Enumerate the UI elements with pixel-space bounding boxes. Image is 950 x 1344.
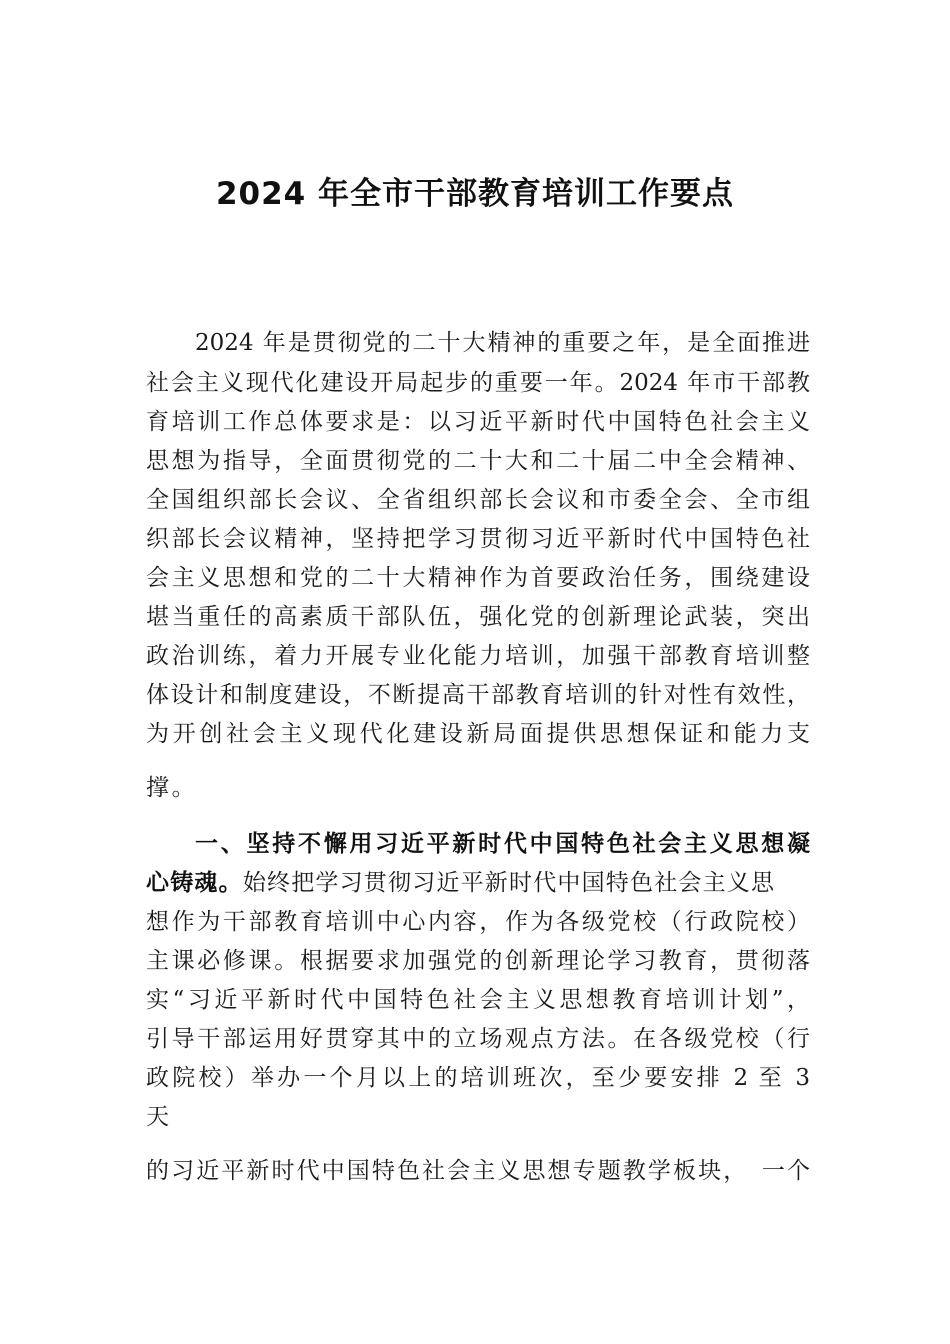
section-heading-bold-tail: 心铸魂。: [146, 870, 243, 896]
paragraph-line: 的习近平新时代中国特色社会主义思想专题教学板块， 一个: [146, 1158, 810, 1184]
paragraph-line: 想作为干部教育培训中心内容，作为各级党校（行政院校）: [146, 909, 810, 935]
paragraph-line: 思想为指导，全面贯彻党的二十大和二十届二中全会精神、: [146, 448, 810, 474]
section-heading: 一、坚持不懈用习近平新时代中国特色社会主义思想凝: [195, 831, 810, 857]
paragraph-line: 政院校）举办一个月以上的培训班次，至少要安排 2 至 3: [146, 1065, 810, 1091]
paragraph-line: 引导干部运用好贯穿其中的立场观点方法。在各级党校（行: [146, 1026, 810, 1052]
section-heading-continuation: [146, 867, 810, 899]
paragraph-line: 实“习近平新时代中国特色社会主义思想教育培训计划”，: [146, 987, 810, 1013]
paragraph-line: 会主义思想和党的二十大精神作为首要政治任务，围绕建设: [146, 565, 810, 591]
paragraph-line: 撑。: [146, 775, 198, 801]
paragraph-line: 主课必修课。根据要求加强党的创新理论学习教育，贯彻落: [146, 948, 810, 974]
paragraph-line: 社会主义现代化建设开局起步的重要一年。2024 年市干部教: [146, 370, 810, 396]
paragraph-line: 育培训工作总体要求是：以习近平新时代中国特色社会主义: [146, 409, 810, 435]
section-text: 始终把学习贯彻习近平新时代中国特色社会主义思: [242, 870, 776, 896]
paragraph-line: 2024 年是贯彻党的二十大精神的重要之年，是全面推进: [195, 330, 810, 356]
paragraph-line: 全国组织部长会议、全省组织部长会议和市委全会、全市组: [146, 487, 810, 513]
paragraph-line: 天: [146, 1104, 172, 1130]
document-title: 2024 年全市干部教育培训工作要点: [215, 176, 735, 212]
paragraph-line: 堪当重任的高素质干部队伍，强化党的创新理论武装，突出: [146, 604, 810, 630]
paragraph-line: 织部长会议精神，坚持把学习贯彻习近平新时代中国特色社: [146, 526, 810, 552]
paragraph-line: 为开创社会主义现代化建设新局面提供思想保证和能力支: [146, 721, 810, 747]
paragraph-line: 政治训练，着力开展专业化能力培训，加强干部教育培训整: [146, 643, 810, 669]
paragraph-line: 体设计和制度建设，不断提高干部教育培训的针对性有效性，: [146, 682, 810, 708]
